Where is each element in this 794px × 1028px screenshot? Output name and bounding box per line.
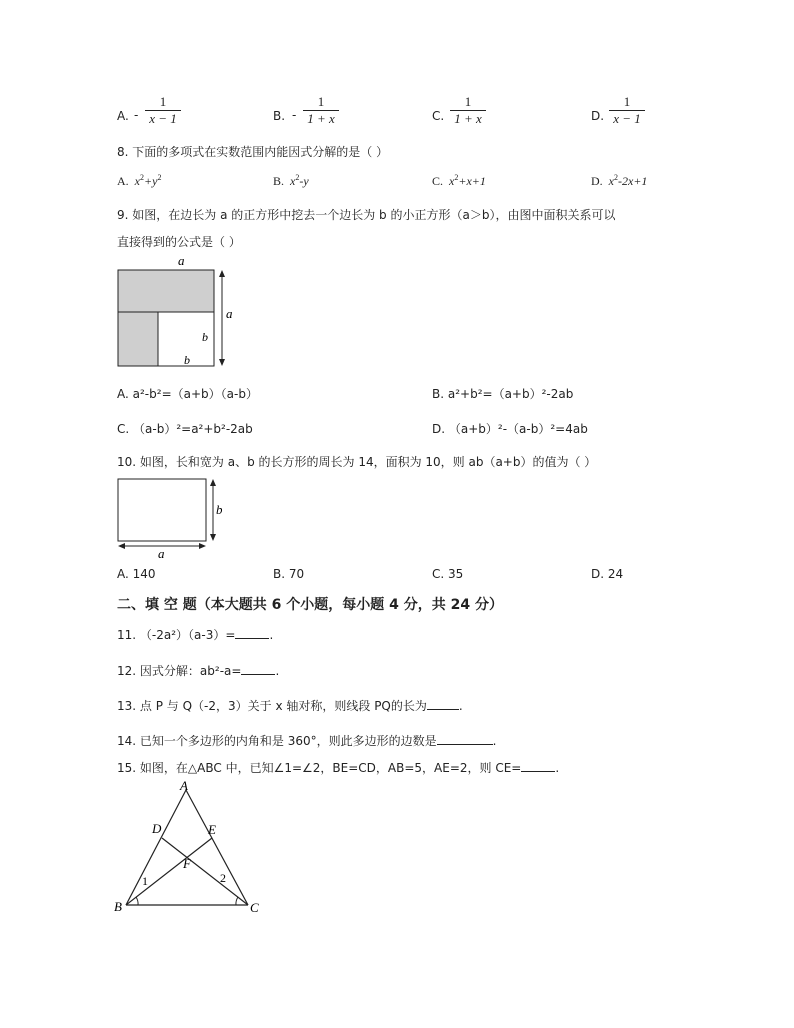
question-text: 因式分解：ab²-a= — [139, 664, 242, 678]
q8-option-c[interactable] — [432, 173, 486, 189]
option-text: （a+b）²-（a-b）²=4ab — [448, 422, 588, 436]
arrow-head-up — [210, 479, 216, 486]
option-text: （a-b）²=a²+b²-2ab — [133, 422, 253, 436]
vertex-A-label: A — [180, 778, 188, 793]
option-text: 24 — [607, 567, 624, 581]
side-AC — [186, 790, 248, 905]
option-label: D. — [432, 422, 446, 436]
answer-blank[interactable] — [241, 663, 275, 675]
arrow-head-down — [210, 534, 216, 541]
fill-question-15 — [117, 759, 559, 776]
option-text: 35 — [448, 567, 464, 581]
point-E-label: E — [208, 822, 216, 837]
fraction-numerator: 1 — [317, 94, 325, 109]
q9-label-right: a — [226, 306, 233, 321]
q7-option-b[interactable] — [273, 94, 373, 136]
fraction-numerator: 1 — [159, 94, 167, 109]
fill-question-13 — [117, 697, 463, 714]
option-exponent: 2 — [295, 173, 300, 182]
option-term: x — [608, 174, 614, 188]
answer-blank[interactable] — [235, 627, 269, 639]
option-term: -2x+1 — [618, 174, 648, 188]
q15-triangle-figure — [108, 778, 268, 918]
arrow-head-left — [118, 543, 125, 549]
angle-1-label: 1 — [142, 874, 148, 888]
option-label: A. — [117, 174, 129, 188]
q9-option-c[interactable] — [117, 420, 253, 437]
fill-question-14 — [117, 732, 496, 749]
point-F-label: F — [183, 856, 191, 871]
rectangle — [118, 479, 206, 541]
option-exponent: 2 — [140, 173, 144, 182]
option-term: +y — [144, 174, 158, 188]
question-end: . — [458, 699, 463, 713]
fill-question-11 — [117, 626, 273, 643]
arrow-head-right — [199, 543, 206, 549]
q10-label-right: b — [216, 502, 222, 517]
fraction-denominator: 1 + x — [307, 111, 335, 126]
question-number: 13. — [117, 699, 137, 713]
q10-option-a[interactable] — [117, 567, 156, 581]
q9-stem-line1: 9. 如图，在边长为 a 的正方形中挖去一个边长为 b 的小正方形（a＞b），由图中面积关系可以 — [117, 208, 616, 222]
q9-square-figure — [112, 252, 242, 372]
q7-option-d-label: D. — [591, 109, 605, 123]
q7-option-d-fraction — [609, 95, 645, 126]
fraction-denominator: 1 + x — [454, 111, 482, 126]
question-text: 点 P 与 Q（-2，3）关于 x 轴对称，则线段 PQ的长为 — [139, 699, 427, 713]
option-label: C. — [117, 422, 130, 436]
answer-blank[interactable] — [437, 733, 493, 745]
option-text: 140 — [132, 567, 156, 581]
option-label: B. — [273, 174, 285, 188]
question-end: . — [555, 761, 560, 775]
question-text: 如图，在△ABC 中，已知∠1=∠2，BE=CD，AB=5，AE=2，则 CE= — [139, 761, 522, 775]
angle-2-arc — [236, 897, 238, 905]
question-number: 11. — [117, 628, 137, 642]
arrow-head-up — [219, 270, 225, 277]
option-label: D. — [591, 174, 603, 188]
q8-option-a[interactable] — [117, 173, 161, 189]
q7-option-a[interactable] — [117, 94, 217, 136]
question-text: （-2a²）（a-3）= — [139, 628, 236, 642]
option-label: C. — [432, 567, 445, 581]
option-term: x — [449, 174, 455, 188]
option-term: x — [290, 174, 296, 188]
fraction-numerator: 1 — [464, 94, 472, 109]
option-text: a²+b²=（a+b）²-2ab — [447, 387, 574, 401]
option-term: +x+1 — [458, 174, 486, 188]
answer-blank[interactable] — [521, 760, 555, 772]
q9-label-inner-side: b — [202, 330, 208, 344]
q7-option-c-fraction — [450, 95, 486, 126]
option-term: x — [134, 174, 140, 188]
question-number: 15. — [117, 761, 137, 775]
q9-label-top: a — [178, 253, 185, 268]
vertex-B-label: B — [114, 899, 122, 914]
q10-rectangle-figure — [112, 474, 222, 558]
q9-option-d[interactable] — [432, 420, 588, 437]
fraction-denominator: x − 1 — [613, 111, 641, 126]
option-label: A. — [117, 387, 129, 401]
fraction-denominator: x − 1 — [149, 111, 177, 126]
option-label: C. — [432, 174, 444, 188]
q7-option-b-sign: - — [292, 108, 297, 122]
q10-option-d[interactable] — [591, 567, 623, 581]
fraction-numerator: 1 — [623, 94, 631, 109]
q7-option-c-label: C. — [432, 109, 445, 123]
q10-label-bottom: a — [158, 546, 165, 558]
option-exponent: 2 — [157, 173, 162, 182]
answer-blank[interactable] — [427, 698, 459, 710]
section-title: 二、填 空 题（本大题共 6 个小题，每小题 4 分，共 24 分） — [117, 597, 503, 613]
q7-option-a-sign: - — [134, 108, 139, 122]
segment-BE — [126, 838, 212, 905]
q8-stem: 8. 下面的多项式在实数范围内能因式分解的是（ ） — [117, 145, 389, 159]
option-exponent: 2 — [614, 173, 618, 182]
option-term: -y — [299, 174, 309, 188]
question-number: 12. — [117, 664, 137, 678]
q9-option-b[interactable] — [432, 385, 573, 402]
option-exponent: 2 — [454, 173, 459, 182]
vertex-C-label: C — [250, 900, 259, 915]
segment-CD — [162, 838, 248, 905]
fill-question-12 — [117, 662, 279, 679]
option-text: 70 — [288, 567, 305, 581]
q9-option-a[interactable] — [117, 385, 258, 402]
q10-stem: 10. 如图，长和宽为 a、b 的长方形的周长为 14，面积为 10，则 ab（a+b）的值为（ ） — [117, 455, 597, 469]
q10-option-c[interactable] — [432, 567, 463, 581]
question-number: 14. — [117, 734, 137, 748]
option-label: B. — [432, 387, 445, 401]
q8-option-d[interactable] — [591, 173, 647, 189]
option-label: B. — [273, 567, 286, 581]
question-end: . — [275, 664, 280, 678]
q9-label-inner-bottom: b — [184, 353, 190, 367]
option-text: a²-b²=（a+b）（a-b） — [132, 387, 258, 401]
q7-option-a-label: A. — [117, 109, 129, 123]
q7-option-a-fraction — [145, 95, 181, 126]
q7-option-d[interactable] — [591, 94, 691, 136]
side-AB — [126, 790, 186, 905]
question-end: . — [492, 734, 497, 748]
q10-option-b[interactable] — [273, 567, 304, 581]
q9-stem-line2: 直接得到的公式是（ ） — [117, 235, 241, 249]
q7-option-b-label: B. — [273, 109, 286, 123]
option-label: D. — [591, 567, 605, 581]
q7-option-b-fraction — [303, 95, 339, 126]
question-end: . — [269, 628, 274, 642]
angle-1-arc — [136, 897, 138, 905]
arrow-head-down — [219, 359, 225, 366]
q8-option-b[interactable] — [273, 173, 309, 189]
point-D-label: D — [152, 821, 162, 836]
angle-2-label: 2 — [220, 871, 226, 885]
question-text: 已知一个多边形的内角和是 360°，则此多边形的边数是 — [139, 734, 437, 748]
q7-option-c[interactable] — [432, 94, 532, 136]
option-label: A. — [117, 567, 129, 581]
